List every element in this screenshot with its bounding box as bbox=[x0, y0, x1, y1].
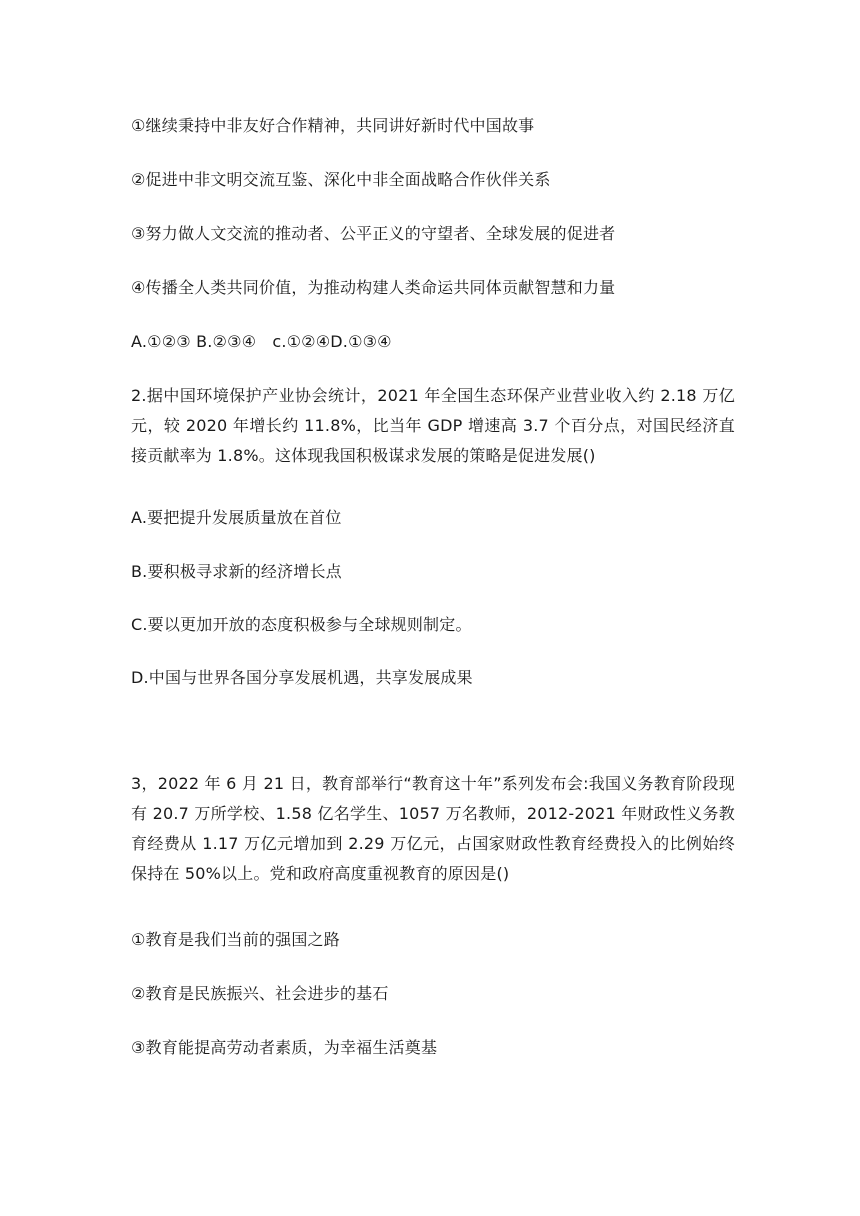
q2-option-a: A.要把提升发展质量放在首位 bbox=[131, 508, 342, 527]
q3-item-1: ①教育是我们当前的强国之路 bbox=[131, 930, 340, 949]
q1-answer-options: A.①②③ B.②③④ c.①②④D.①③④ bbox=[131, 332, 392, 351]
q1-item-3: ③努力做人文交流的推动者、公平正义的守望者、全球发展的促进者 bbox=[131, 224, 616, 243]
q3-item-3: ③教育能提高劳动者素质，为幸福生活奠基 bbox=[131, 1038, 438, 1057]
q2-stem: 2.据中国环境保护产业协会统计，2021 年全国生态环保产业营业收入约 2.18 万亿元，较 2020 年增长约 11.8%，比当年 GDP 增速高 3.7 个百分点，对国民经济直接贡献率为 1.8%。这体现我国积极谋求发展的策略是促进发展() bbox=[131, 386, 735, 465]
q3-item-2: ②教育是民族振兴、社会进步的基石 bbox=[131, 984, 389, 1003]
q2-option-c: C.要以更加开放的态度积极参与全球规则制定。 bbox=[131, 615, 472, 634]
q3-stem: 3，2022 年 6 月 21 日，教育部举行“教育这十年”系列发布会:我国义务教育阶段现有 20.7 万所学校、1.58 亿名学生、1057 万名教师，2012-2021 年财政性义务教育经费从 1.17 万亿元增加到 2.29 万亿元，占国家财政性教育经费投入的比例始终保持在 50%以上。党和政府高度重视教育的原因是() bbox=[131, 774, 735, 883]
q1-item-1: ①继续秉持中非友好合作精神，共同讲好新时代中国故事 bbox=[131, 116, 535, 135]
q2-option-b: B.要积极寻求新的经济增长点 bbox=[131, 562, 342, 581]
q1-item-4: ④传播全人类共同价值，为推动构建人类命运共同体贡献智慧和力量 bbox=[131, 278, 616, 297]
q2-option-d: D.中国与世界各国分享发展机遇，共享发展成果 bbox=[131, 668, 473, 687]
q1-item-2: ②促进中非文明交流互鉴、深化中非全面战略合作伙伴关系 bbox=[131, 170, 551, 189]
